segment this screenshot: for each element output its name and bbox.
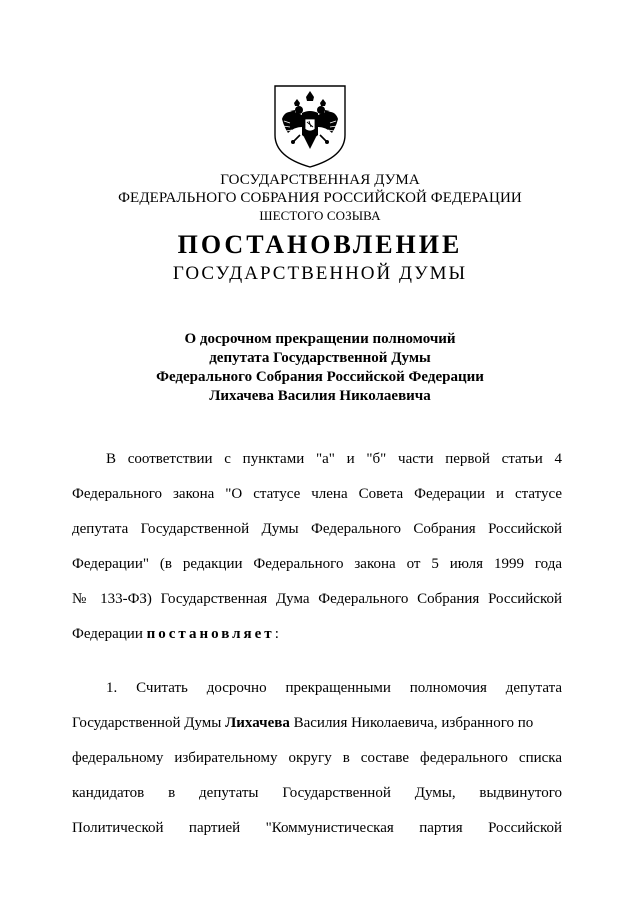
item-1-line-2-start: Государственной Думы bbox=[72, 715, 226, 731]
header-line-1: ГОСУДАРСТВЕННАЯ ДУМА bbox=[220, 172, 420, 188]
preamble-paragraph bbox=[72, 442, 562, 652]
item-1-line-3: федеральному избирательному округу в составе федерального списка bbox=[72, 750, 562, 766]
deputy-surname: Лихачева bbox=[225, 715, 290, 731]
decree-word: постановляет bbox=[146, 626, 275, 642]
title-line-4: Лихачева Василия Николаевича bbox=[209, 388, 431, 404]
title-line-2: депутата Государственной Думы bbox=[209, 350, 431, 366]
header-line-2: ФЕДЕРАЛЬНОГО СОБРАНИЯ РОССИЙСКОЙ ФЕДЕРАЦИИ bbox=[118, 190, 522, 206]
preamble-line-6-start: Федерации bbox=[72, 626, 147, 642]
document-subtype: ГОСУДАРСТВЕННОЙ ДУМЫ bbox=[172, 263, 468, 284]
russian-coat-of-arms-icon bbox=[272, 83, 348, 169]
title-line-1: О досрочном прекращении полномочий bbox=[184, 331, 456, 347]
item-1-line-5: Политической партией "Коммунистическая партия Российской bbox=[72, 820, 562, 836]
item-1-line-1: 1. Считать досрочно прекращенными полномочия депутата bbox=[106, 680, 562, 696]
preamble-line-5: № 133-ФЗ) Государственная Дума Федерального Собрания Российской bbox=[72, 591, 562, 607]
item-1-line-2-end: Василия Николаевича, избранного по bbox=[289, 715, 534, 731]
item-1-line-4: кандидатов в депутаты Государственной Думы, выдвинутого bbox=[72, 785, 562, 801]
header-line-3: ШЕСТОГО СОЗЫВА bbox=[259, 208, 381, 223]
preamble-line-1: В соответствии с пунктами "а" и "б" части первой статьи 4 bbox=[106, 451, 562, 467]
title-line-3: Федерального Собрания Российской Федерации bbox=[156, 369, 484, 385]
issuer-header bbox=[0, 171, 640, 225]
item-1-line-2 bbox=[72, 706, 562, 741]
preamble-line-4: Федерации" (в редакции Федерального закона от 5 июля 1999 года bbox=[72, 556, 562, 572]
document-type: ПОСТАНОВЛЕНИЕ bbox=[177, 230, 463, 259]
item-1-paragraph bbox=[72, 671, 562, 846]
preamble-line-6-end: : bbox=[274, 626, 279, 642]
preamble-line-6 bbox=[72, 617, 562, 652]
preamble-line-2: Федерального закона "О статусе члена Совета Федерации и статусе bbox=[72, 486, 562, 502]
document-title bbox=[0, 330, 640, 406]
preamble-line-3: депутата Государственной Думы Федерального Собрания Российской bbox=[72, 521, 562, 537]
